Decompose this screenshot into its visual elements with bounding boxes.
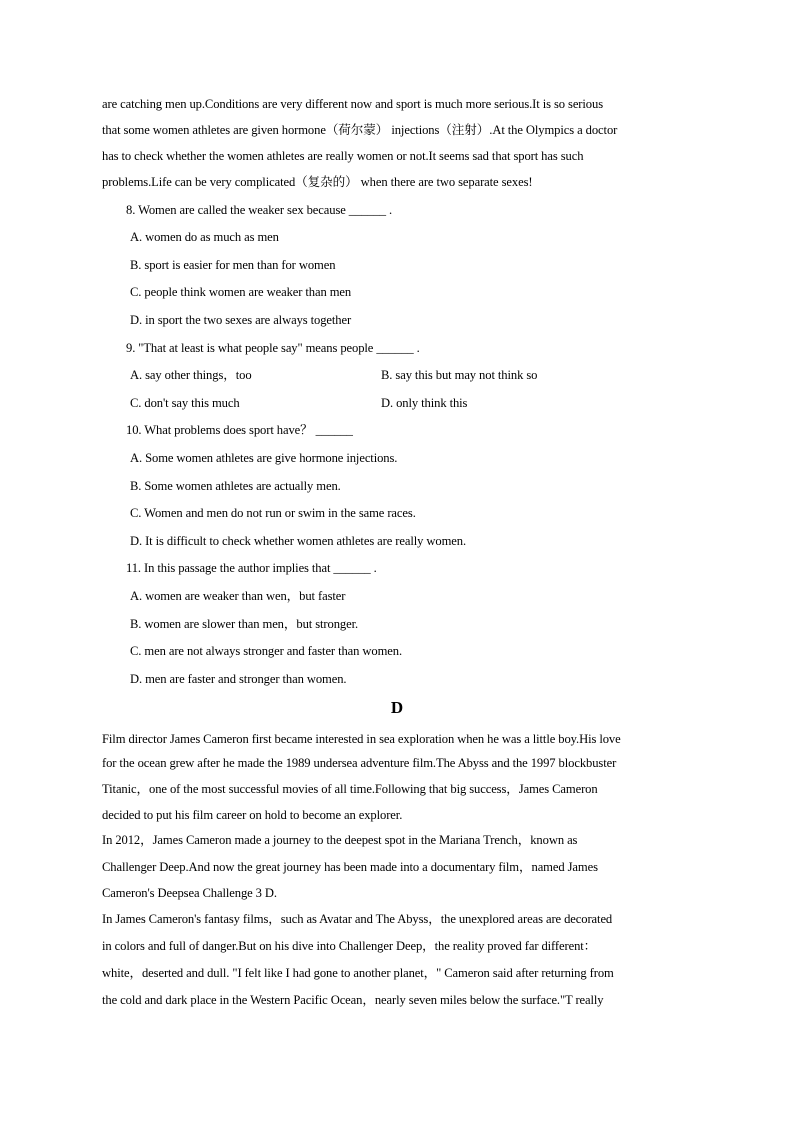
question-9-option-b: B. say this but may not think so <box>381 368 538 382</box>
question-10-option-a: A. Some women athletes are give hormone injections. <box>130 451 398 465</box>
question-11-stem: 11. In this passage the author implies that ______ . <box>126 561 377 575</box>
question-8-option-b: B. sport is easier for men than for women <box>130 258 336 272</box>
passage-line: In James Cameron's fantasy films，such as Avatar and The Abyss，the unexplored areas are decorated <box>102 912 613 926</box>
question-9-option-a: A. say other things，too <box>130 368 252 382</box>
question-10-option-c: C. Women and men do not run or swim in the same races. <box>130 506 416 520</box>
question-10-option-b: B. Some women athletes are actually men. <box>130 479 341 493</box>
section-d-title: D <box>390 698 404 717</box>
question-9-option-c: C. don't say this much <box>130 396 240 410</box>
passage-line: Film director James Cameron first became interested in sea exploration when he was a little boy.His love <box>102 732 621 746</box>
passage-line: for the ocean grew after he made the 1989 undersea adventure film.The Abyss and the 1997 blockbuster <box>102 756 617 770</box>
passage-line: Cameron's Deepsea Challenge 3 D. <box>102 886 277 900</box>
question-10-stem: 10. What problems does sport have？ ______ <box>126 423 353 437</box>
passage-line: in colors and full of danger.But on his dive into Challenger Deep，the reality proved far different： <box>102 939 597 953</box>
passage-line: the cold and dark place in the Western Pacific Ocean，nearly seven miles below the surface."T really <box>102 993 604 1007</box>
passage-line: Titanic，one of the most successful movies of all time.Following that big success，James Cameron <box>102 782 598 796</box>
passage-line: In 2012，James Cameron made a journey to the deepest spot in the Mariana Trench，known as <box>102 833 578 847</box>
question-9-option-d: D. only think this <box>381 396 468 410</box>
passage-line: white，deserted and dull. "I felt like I had gone to another planet，" Cameron said after returning from <box>102 966 614 980</box>
passage-line: are catching men up.Conditions are very different now and sport is much more serious.It is so serious <box>102 97 603 111</box>
question-8-option-c: C. people think women are weaker than men <box>130 285 352 299</box>
passage-line: has to check whether the women athletes are really women or not.It seems sad that sport has such <box>102 149 584 163</box>
passage-line: problems.Life can be very complicated（复杂的） when there are two separate sexes! <box>102 175 533 189</box>
passage-line: Challenger Deep.And now the great journey has been made into a documentary film，named James <box>102 860 598 874</box>
question-8-stem: 8. Women are called the weaker sex because ______ . <box>126 203 393 217</box>
question-11-option-b: B. women are slower than men，but stronger. <box>130 617 359 631</box>
passage-line: that some women athletes are given hormone（荷尔蒙） injections（注射）.At the Olympics a doctor <box>102 123 618 137</box>
question-11-option-d: D. men are faster and stronger than women. <box>130 672 347 686</box>
question-9-stem: 9. "That at least is what people say" means people ______ . <box>126 341 420 355</box>
passage-line: decided to put his film career on hold to become an explorer. <box>102 808 403 822</box>
question-8-option-d: D. in sport the two sexes are always together <box>130 313 352 327</box>
question-10-option-d: D. It is difficult to check whether women athletes are really women. <box>130 534 467 548</box>
question-11-option-c: C. men are not always stronger and faster than women. <box>130 644 403 658</box>
question-8-option-a: A. women do as much as men <box>130 230 279 244</box>
question-11-option-a: A. women are weaker than wen，but faster <box>130 589 346 603</box>
